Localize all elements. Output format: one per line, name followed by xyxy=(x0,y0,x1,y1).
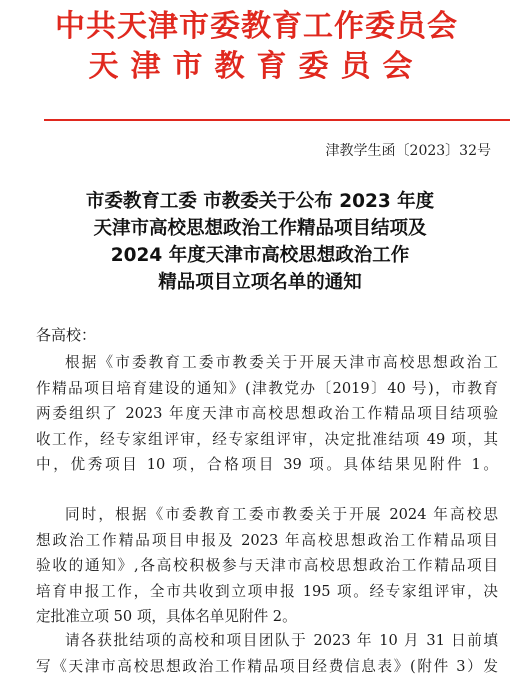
paragraph-line: 写《天津市高校思想政治工作精品项目经费信息表》(附件 3）发 xyxy=(36,657,498,675)
body-paragraph-1 xyxy=(36,350,498,478)
body-paragraph-3 xyxy=(36,628,498,679)
title-line: 天津市高校思想政治工作精品项目结项及 xyxy=(93,218,427,239)
issuer-line-1: 中共天津市委教育工作委员会 xyxy=(55,9,458,44)
paragraph-line: 作精品项目培育建设的通知》(津教党办〔2019〕40 号)，市教育 xyxy=(36,379,498,397)
salutation: 各高校： xyxy=(36,326,97,344)
body-paragraph-2 xyxy=(36,502,498,630)
paragraph-line: 请各获批结项的高校和项目团队于 2023 年 10 月 31 日前填 xyxy=(65,632,498,649)
title-line: 2024 年度天津市高校思想政治工作 xyxy=(110,245,410,266)
paragraph-line: 收工作，经专家组评审，经专家组评审，决定批准结项 49 项，其 xyxy=(36,430,498,448)
issuer-line-2: 天津市教育委员会 xyxy=(88,49,425,84)
paragraph-line: 根据《市委教育工委市教委关于开展天津市高校思想政治工 xyxy=(65,354,498,371)
red-separator-rule xyxy=(44,119,510,121)
document-title xyxy=(40,188,480,296)
title-line: 市委教育工委 市教委关于公布 2023 年度 xyxy=(85,191,435,212)
paragraph-line: 两委组织了 2023 年度天津市高校思想政治工作精品项目结项验 xyxy=(36,405,498,422)
paragraph-line: 同时，根据《市委教育工委市教委关于开展 2024 年高校思 xyxy=(65,506,498,523)
paragraph-line: 中，优秀项目 10 项，合格项目 39 项。具体结果见附件 1。 xyxy=(36,456,498,473)
document-number: 津教学生函〔2023〕32号 xyxy=(325,143,491,159)
paragraph-line: 验收的通知》,各高校积极参与天津市高校思想政治工作精品项目 xyxy=(36,557,498,574)
paragraph-line: 想政治工作精品项目申报及 2023 年高校思想政治工作精品项目 xyxy=(36,531,498,549)
paragraph-line: 培育申报工作，全市共收到立项申报 195 项。经专家组评审，决 xyxy=(36,582,498,600)
paragraph-line: 定批准立项 50 项，具体名单见附件 2。 xyxy=(36,608,297,625)
title-line: 精品项目立项名单的通知 xyxy=(158,272,362,293)
